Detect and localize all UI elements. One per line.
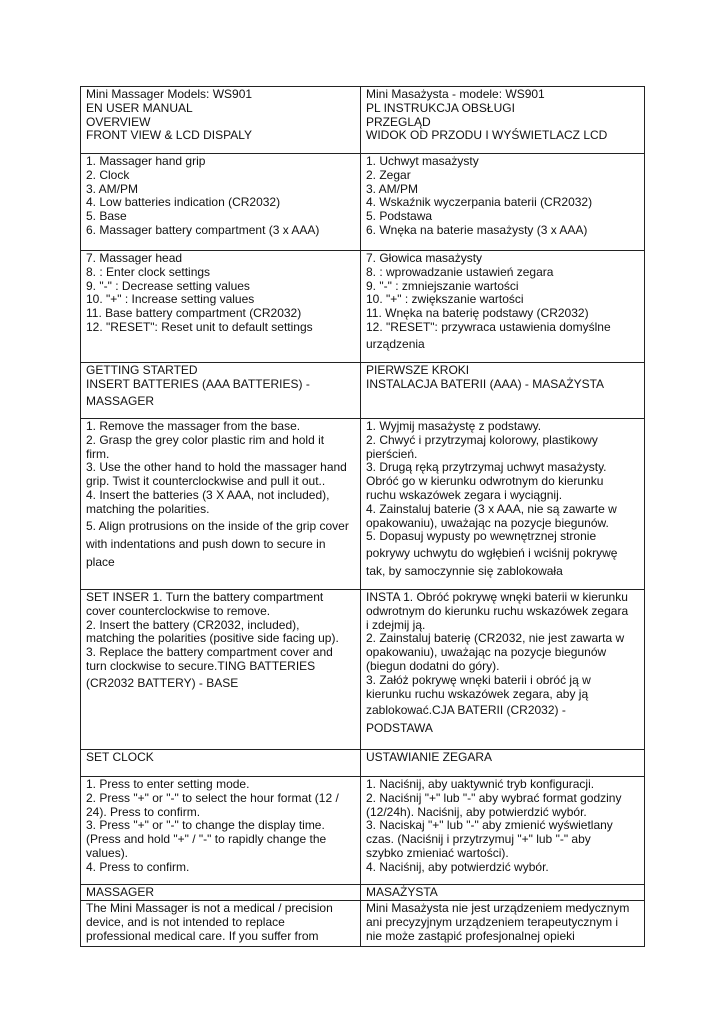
en-cell [81,419,361,590]
text-line: 4. Insert the batteries (3 X AAA, not included), [86,487,330,502]
text-line: nie może zastąpić profesjonalnej opieki [366,928,575,943]
en-cell [81,363,361,419]
text-line: (Press and hold "+" / "-" to rapidly change the [86,832,327,847]
text-line: SET CLOCK [86,750,154,764]
text-line: PODSTAWA [366,721,433,736]
pl-cell [361,777,645,885]
en-cell [81,750,361,777]
text-line: 4. Press to confirm. [86,859,190,874]
text-line: 3. AM/PM [86,181,139,196]
text-line: grip. Twist it counterclockwise and pull it out.. [86,474,326,489]
text-line: firm. [86,446,110,461]
table-row [81,87,645,154]
text-line: opakowaniu), uważając na pozycje biegunów [366,645,607,660]
text-line: (12/24h). Naciśnij, aby potwierdzić wybór. [366,804,587,819]
text-line: 2. Zainstaluj baterię (CR2032, nie jest zawarta w [366,631,625,646]
text-line: 1. Naciśnij, aby uaktywnić tryb konfiguracji. [366,777,595,791]
pl-cell [361,363,645,419]
text-line: 11. Wnęka na baterię podstawy (CR2032) [366,306,589,321]
text-line: MASAŻYSTA [366,885,438,899]
en-cell [81,901,361,947]
text-line: 2. Insert the battery (CR2032, included), [86,617,300,632]
text-line: 5. Podstawa [366,209,433,224]
pl-cell [361,885,645,901]
en-cell [81,154,361,251]
text-line: 9. "-" : zmniejszanie wartości [366,278,519,293]
text-line: 6. Massager battery compartment (3 x AAA) [86,222,320,237]
text-line: 4. Naciśnij, aby potwierdzić wybór. [366,859,549,874]
text-line: 2. Press "+" or "-" to select the hour format (12 / [86,790,339,805]
pl-cell [361,251,645,363]
text-line: 12. "RESET": przywraca ustawienia domyślne [366,319,611,334]
text-line: i zdejmij ją. [366,617,426,632]
text-line: 1. Massager hand grip [86,154,206,168]
en-cell [81,87,361,154]
text-line: ruchu wskazówek zegara i wyciągnij. [366,487,563,502]
text-line: 10. "+" : Increase setting values [86,292,255,307]
text-line: GETTING STARTED [86,363,198,377]
text-line: 2. Grasp the grey color plastic rim and hold it [86,432,325,447]
text-line: 8. : Enter clock settings [86,264,211,279]
text-line: pierścień. [366,446,418,461]
text-line: opakowaniu), uważając na pozycje biegunów. [366,515,609,530]
table-row [81,901,645,947]
text-line: odwrotnym do kierunku ruchu wskazówek zegara [366,603,629,618]
table-row [81,363,645,419]
text-line: MASSAGER [86,393,155,408]
text-line: 6. Wnęka na baterie masażysty (3 x AAA) [366,222,588,237]
table-row [81,885,645,901]
text-line: kierunku ruchu wskazówek zegara, aby ją [366,686,589,701]
text-line: pokrywy uchwytu do wgłębień i wciśnij pokrywę [366,546,618,561]
en-cell [81,777,361,885]
text-line: FRONT VIEW & LCD DISPALY [86,128,253,143]
pl-cell [361,901,645,947]
text-line: INSERT BATTERIES (AAA BATTERIES) - [86,376,310,391]
text-line: 4. Wskaźnik wyczerpania baterii (CR2032) [366,195,593,210]
text-line: 12. "RESET": Reset unit to default settings [86,319,313,334]
text-line: (CR2032 BATTERY) - BASE [86,675,239,690]
text-line: EN USER MANUAL [86,100,193,115]
text-line: 3. Drugą ręką przytrzymaj uchwyt masażysty. [366,460,607,475]
text-line: INSTALACJA BATERII (AAA) - MASAŻYSTA [366,376,605,391]
text-line: MASSAGER [86,885,155,899]
text-line: INSTA 1. Obróć pokrywę wnęki baterii w kierunku [366,590,628,604]
text-line: 3. Replace the battery compartment cover and [86,645,333,660]
text-line: 5. Dopasuj wypusty po wewnętrznej stronie [366,529,597,544]
table-row [81,419,645,590]
text-line: 1. Uchwyt masażysty [366,154,479,168]
table-row [81,590,645,750]
text-line: 2. Chwyć i przytrzymaj kolorowy, plastikowy [366,432,598,447]
text-line: cover counterclockwise to remove. [86,603,271,618]
text-line: szybko zmieniać wartości). [366,845,509,860]
text-line: values). [86,845,129,860]
pl-cell [361,750,645,777]
text-line: 5. Align protrusions on the inside of the grip cover [86,518,349,533]
text-line: zablokować.CJA BATERII (CR2032) - [366,703,566,718]
text-line: 7. Głowica masażysty [366,251,483,265]
text-line: ani precyzyjnym urządzeniem terapeutycznym i [366,914,619,929]
table-row [81,251,645,363]
text-line: 1. Remove the massager from the base. [86,419,301,433]
manual-table-body [81,87,645,947]
bilingual-manual-table [80,86,645,947]
en-cell [81,251,361,363]
text-line: 7. Massager head [86,251,183,265]
table-row [81,777,645,885]
text-line: matching the polarities. [86,501,210,516]
pl-cell [361,154,645,251]
text-line: czas. (Naciśnij i przytrzymuj "+" lub "-" aby [366,832,591,847]
text-line: place [86,554,115,569]
text-line: urządzenia [366,336,425,351]
text-line: OVERVIEW [86,114,151,129]
text-line: Mini Masażysta - modele: WS901 [366,87,545,101]
text-line: Mini Massager Models: WS901 [86,87,253,101]
text-line: 3. Use the other hand to hold the massager hand [86,460,347,475]
text-line: 8. : wprowadzanie ustawień zegara [366,264,554,279]
text-line: 1. Wyjmij masażystę z podstawy. [366,419,542,433]
table-row [81,154,645,251]
text-line: 9. "-" : Decrease setting values [86,278,250,293]
text-line: PIERWSZE KROKI [366,363,470,377]
text-line: 4. Low batteries indication (CR2032) [86,195,281,210]
pl-cell [361,590,645,750]
text-line: 24). Press to confirm. [86,804,201,819]
text-line: WIDOK OD PRZODU I WYŚWIETLACZ LCD [366,128,608,143]
text-line: SET INSER 1. Turn the battery compartment [86,590,324,604]
text-line: matching the polarities (positive side facing up). [86,631,339,646]
text-line: 3. Załóż pokrywę wnęki baterii i obróć ją w [366,672,591,687]
text-line: 3. AM/PM [366,181,419,196]
text-line: 1. Press to enter setting mode. [86,777,250,791]
en-cell [81,590,361,750]
text-line: 5. Base [86,209,127,224]
pl-cell [361,419,645,590]
text-line: 11. Base battery compartment (CR2032) [86,306,302,321]
text-line: PL INSTRUKCJA OBSŁUGI [366,100,515,115]
text-line: USTAWIANIE ZEGARA [366,750,493,764]
text-line: 2. Clock [86,167,130,182]
pl-cell [361,87,645,154]
text-line: professional medical care. If you suffer from [86,928,319,943]
text-line: 3. Naciskaj "+" lub "-" aby zmienić wyświetlany [366,818,613,833]
text-line: (biegun dodatni do góry). [366,658,500,673]
text-line: tak, by samoczynnie się zablokowała [366,564,563,579]
en-cell [81,885,361,901]
text-line: with indentations and push down to secure in [86,536,326,551]
text-line: 3. Press "+" or "-" to change the display time. [86,818,325,833]
text-line: 10. "+" : zwiększanie wartości [366,292,524,307]
text-line: 4. Zainstaluj baterie (3 x AAA, nie są zawarte w [366,501,617,516]
text-line: PRZEGLĄD [366,114,431,129]
text-line: The Mini Massager is not a medical / precision [86,901,333,915]
text-line: Mini Masażysta nie jest urządzeniem medycznym [366,901,630,915]
text-line: 2. Naciśnij "+" lub "-" aby wybrać format godziny [366,790,622,805]
text-line: 2. Zegar [366,167,411,182]
text-line: device, and is not intended to replace [86,914,285,929]
table-row [81,750,645,777]
text-line: Obróć go w kierunku odwrotnym do kierunku [366,474,604,489]
text-line: turn clockwise to secure.TING BATTERIES [86,658,316,673]
